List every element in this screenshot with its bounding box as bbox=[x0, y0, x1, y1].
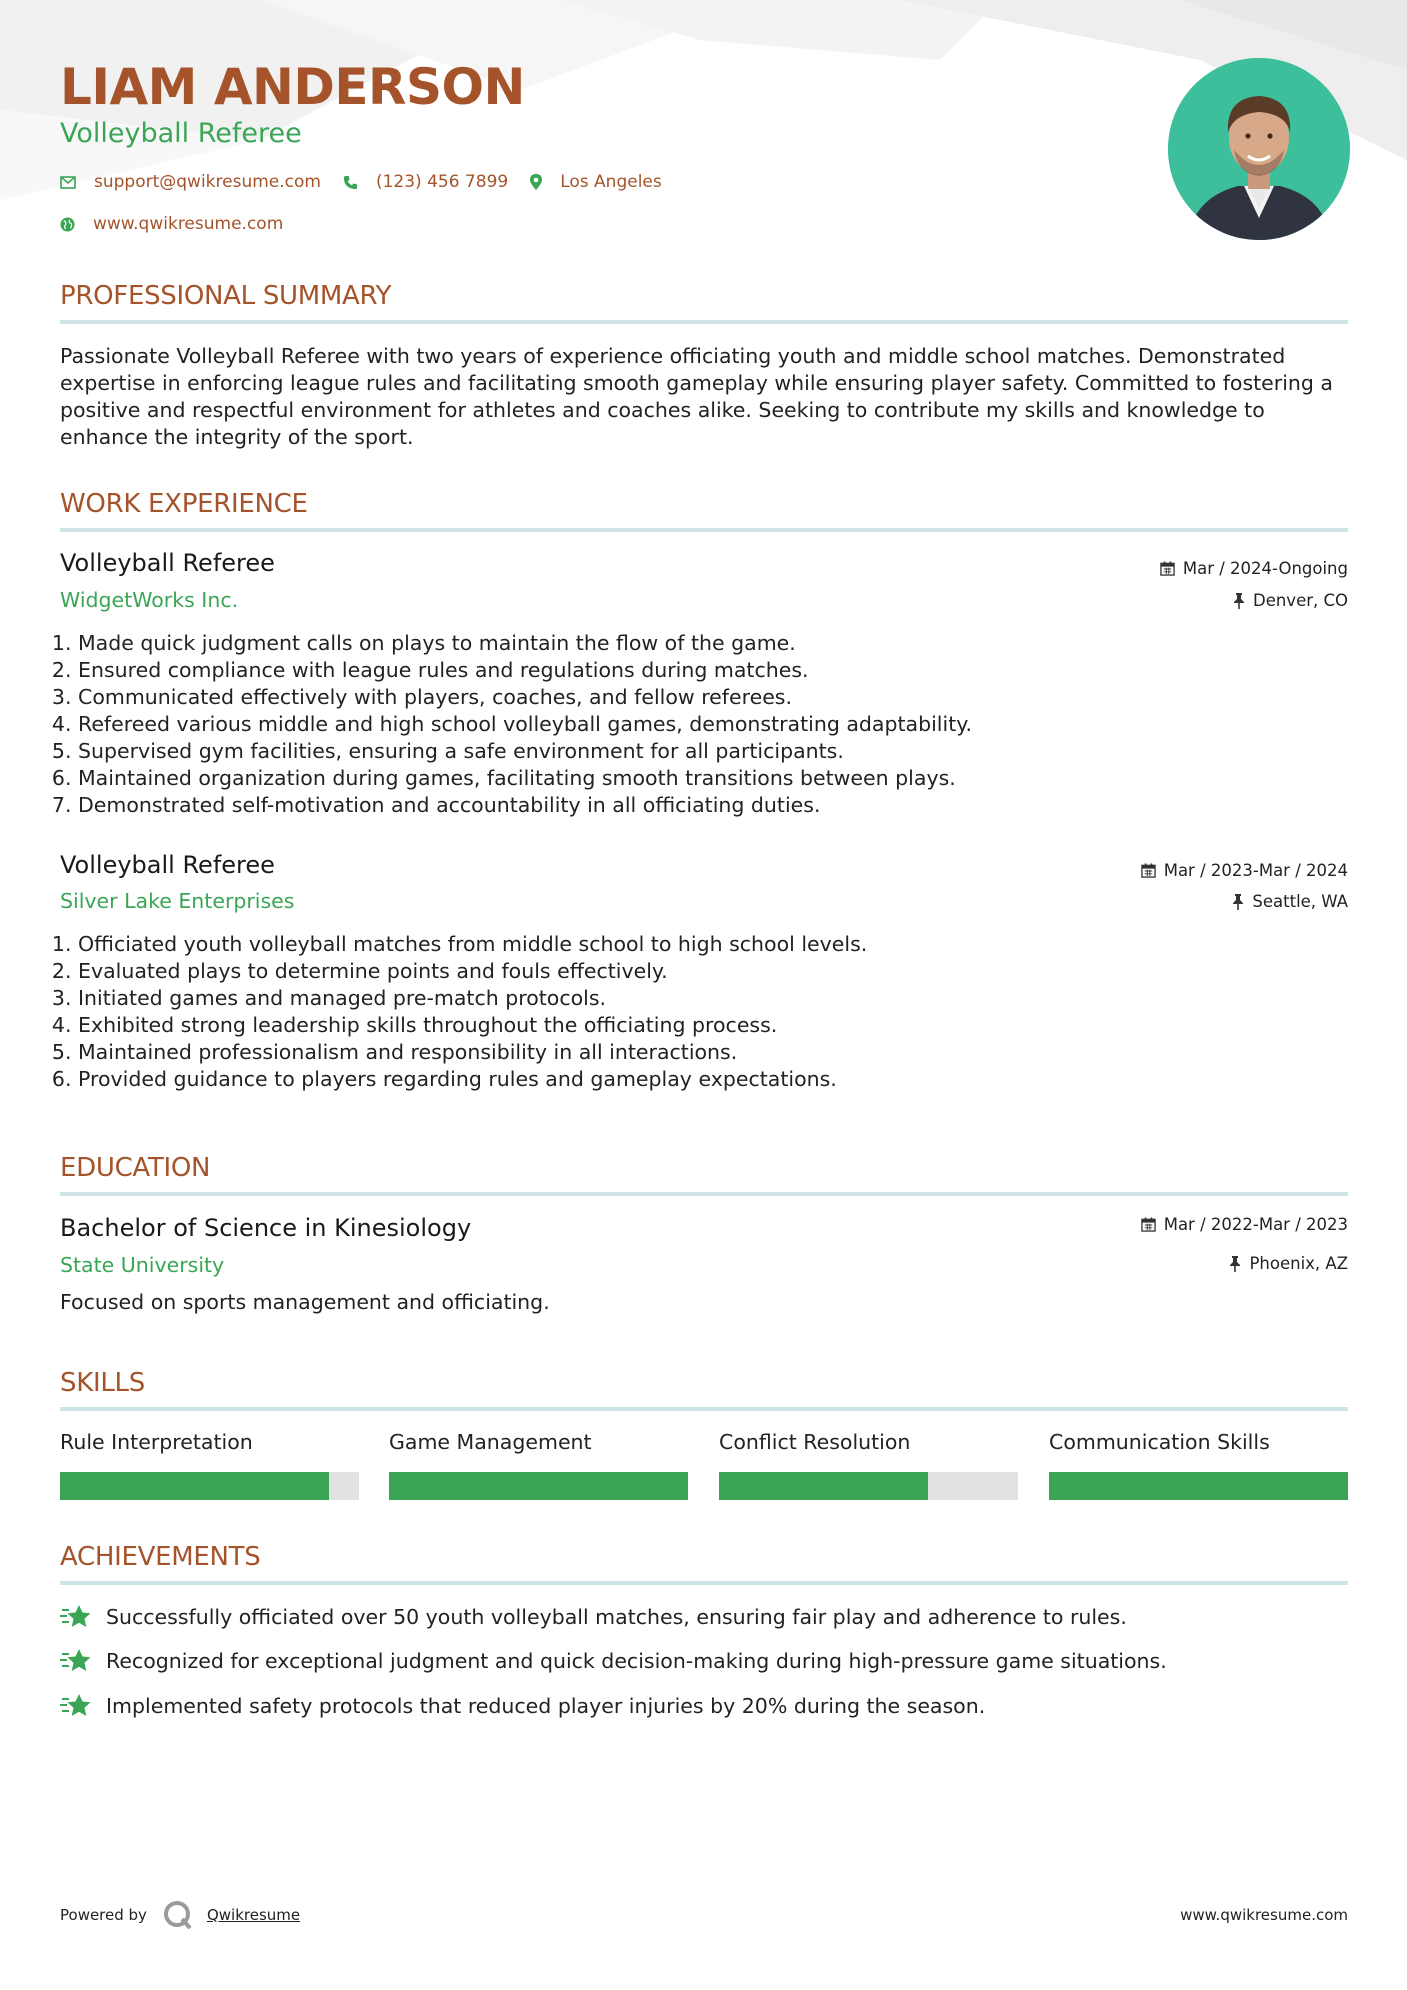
skill-name: Conflict Resolution bbox=[719, 1430, 911, 1454]
profile-photo bbox=[1168, 58, 1350, 240]
job-1-dates-text: Mar / 2024-Ongoing bbox=[1182, 559, 1348, 578]
powered-by-label: Powered by bbox=[60, 1906, 147, 1924]
job-2-dates bbox=[1141, 861, 1348, 880]
envelope-icon bbox=[60, 176, 76, 189]
summary-divider bbox=[60, 320, 1348, 324]
skill-bar bbox=[719, 1472, 1018, 1500]
job-1-title: Volleyball Referee bbox=[60, 549, 275, 577]
footer-website[interactable]: www.qwikresume.com bbox=[1180, 1906, 1348, 1924]
map-pin-icon bbox=[530, 174, 542, 190]
degree-title: Bachelor of Science in Kinesiology bbox=[60, 1214, 472, 1242]
achievement-item bbox=[60, 1648, 1167, 1674]
calendar-icon bbox=[1141, 863, 1156, 878]
skill-bar bbox=[1049, 1472, 1348, 1500]
job-1-bullets bbox=[60, 630, 1348, 819]
skill-item bbox=[60, 1430, 359, 1454]
portrait-illustration bbox=[1168, 58, 1350, 240]
job-2-company: Silver Lake Enterprises bbox=[60, 889, 295, 913]
calendar-icon bbox=[1141, 1217, 1156, 1232]
list-item: 7. Demonstrated self-motivation and accountability in all officiating duties. bbox=[78, 792, 1348, 819]
list-item: 2. Evaluated plays to determine points and fouls effectively. bbox=[78, 958, 1348, 985]
brand-link[interactable]: Qwikresume bbox=[206, 1906, 301, 1924]
phone-text: (123) 456 7899 bbox=[375, 172, 509, 192]
location-item bbox=[530, 172, 662, 192]
list-item: 5. Supervised gym facilities, ensuring a safe environment for all participants. bbox=[78, 738, 1348, 765]
pushpin-icon bbox=[1232, 894, 1244, 910]
list-item: 1. Officiated youth volleyball matches from middle school to high school levels. bbox=[78, 931, 1348, 958]
skills-divider bbox=[60, 1407, 1348, 1411]
education-heading: EDUCATION bbox=[60, 1153, 211, 1183]
globe-icon bbox=[60, 217, 75, 232]
school-name: State University bbox=[60, 1253, 225, 1277]
phone-item[interactable] bbox=[343, 172, 508, 192]
job-2-title: Volleyball Referee bbox=[60, 851, 275, 879]
email-item[interactable] bbox=[60, 172, 321, 192]
skill-bar-fill bbox=[60, 1472, 329, 1500]
star-achievement-icon bbox=[60, 1648, 92, 1674]
website-text: www.qwikresume.com bbox=[93, 214, 284, 234]
achievement-text: Recognized for exceptional judgment and quick decision-making during high-pressure game situations. bbox=[106, 1649, 1167, 1673]
skill-bar bbox=[389, 1472, 688, 1500]
list-item: 2. Ensured compliance with league rules and regulations during matches. bbox=[78, 657, 1348, 684]
education-dates bbox=[1141, 1215, 1348, 1234]
website-row bbox=[60, 214, 305, 234]
list-item: 5. Maintained professionalism and responsibility in all interactions. bbox=[78, 1039, 1348, 1066]
candidate-title: Volleyball Referee bbox=[60, 118, 302, 149]
footer-powered-by bbox=[60, 1900, 300, 1930]
summary-text: Passionate Volleyball Referee with two years of experience officiating youth and middle school matches. Demonstrated expertise in enforcing league rules and facilitating smooth gameplay while ensuring player safety. Committed to fostering a positive and respectful environment for athletes and coaches alike. Seeking to contribute my skills and knowledge to enhance the integrity of the sport. bbox=[60, 344, 1333, 449]
job-1-company: WidgetWorks Inc. bbox=[60, 588, 239, 612]
skill-name: Communication Skills bbox=[1049, 1430, 1270, 1454]
education-location bbox=[1229, 1254, 1348, 1273]
list-item: 1. Made quick judgment calls on plays to maintain the flow of the game. bbox=[78, 630, 1348, 657]
job-1-location bbox=[1233, 591, 1348, 610]
education-description: Focused on sports management and officiating. bbox=[60, 1290, 550, 1314]
education-location-text: Phoenix, AZ bbox=[1249, 1254, 1348, 1273]
star-achievement-icon bbox=[60, 1604, 92, 1630]
website-item[interactable] bbox=[60, 214, 283, 234]
skill-item bbox=[389, 1430, 688, 1454]
achievements-heading: ACHIEVEMENTS bbox=[60, 1542, 261, 1572]
job-2-dates-text: Mar / 2023-Mar / 2024 bbox=[1163, 861, 1348, 880]
achievement-text: Implemented safety protocols that reduced player injuries by 20% during the season. bbox=[106, 1694, 986, 1718]
job-2-location bbox=[1232, 892, 1348, 911]
skill-bar bbox=[60, 1472, 359, 1500]
skill-item bbox=[1049, 1430, 1348, 1454]
qwikresume-logo-icon bbox=[163, 1900, 193, 1930]
job-2-location-text: Seattle, WA bbox=[1252, 892, 1348, 911]
calendar-icon bbox=[1160, 561, 1175, 576]
summary-heading: PROFESSIONAL SUMMARY bbox=[60, 281, 392, 311]
candidate-name: LIAM ANDERSON bbox=[60, 58, 525, 116]
list-item: 6. Maintained organization during games, facilitating smooth transitions between plays. bbox=[78, 765, 1348, 792]
achievement-text: Successfully officiated over 50 youth volleyball matches, ensuring fair play and adherence to rules. bbox=[106, 1605, 1127, 1629]
pushpin-icon bbox=[1233, 593, 1245, 609]
star-achievement-icon bbox=[60, 1693, 92, 1719]
location-text: Los Angeles bbox=[560, 172, 662, 192]
skill-bar-fill bbox=[389, 1472, 688, 1500]
list-item: 3. Initiated games and managed pre-match protocols. bbox=[78, 985, 1348, 1012]
job-2-bullets bbox=[60, 931, 1348, 1093]
job-1-dates bbox=[1160, 559, 1348, 578]
email-text: support@qwikresume.com bbox=[94, 172, 321, 192]
list-item: 3. Communicated effectively with players, coaches, and fellow referees. bbox=[78, 684, 1348, 711]
skill-bar-fill bbox=[1049, 1472, 1348, 1500]
skill-item bbox=[719, 1430, 1018, 1454]
pushpin-icon bbox=[1229, 1256, 1241, 1272]
skills-heading: SKILLS bbox=[60, 1368, 145, 1398]
skill-bar-fill bbox=[719, 1472, 928, 1500]
list-item: 6. Provided guidance to players regarding rules and gameplay expectations. bbox=[78, 1066, 1348, 1093]
skill-name: Rule Interpretation bbox=[60, 1430, 253, 1454]
achievement-item bbox=[60, 1693, 985, 1719]
education-dates-text: Mar / 2022-Mar / 2023 bbox=[1163, 1215, 1348, 1234]
education-divider bbox=[60, 1192, 1348, 1196]
contact-row bbox=[60, 172, 684, 192]
job-1-location-text: Denver, CO bbox=[1252, 591, 1348, 610]
phone-icon bbox=[343, 175, 358, 190]
skill-name: Game Management bbox=[389, 1430, 592, 1454]
list-item: 4. Refereed various middle and high school volleyball games, demonstrating adaptability. bbox=[78, 711, 1348, 738]
list-item: 4. Exhibited strong leadership skills throughout the officiating process. bbox=[78, 1012, 1348, 1039]
experience-heading: WORK EXPERIENCE bbox=[60, 489, 308, 519]
experience-divider bbox=[60, 528, 1348, 532]
achievements-divider bbox=[60, 1581, 1348, 1585]
achievement-item bbox=[60, 1604, 1127, 1630]
